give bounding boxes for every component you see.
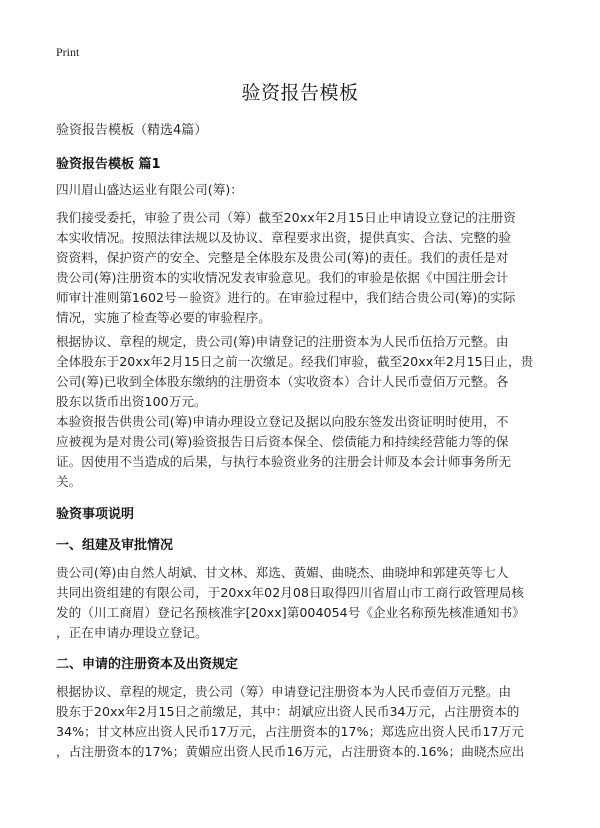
paragraph-line: 关。 — [56, 474, 82, 489]
paragraph-line: 本验资报告供贵公司(筹)申请办理设立登记及据以向股东签发出资证明时使用，不 — [56, 414, 509, 429]
paragraph-line: 情况，实施了检查等必要的审验程序。 — [56, 310, 271, 325]
subsection-1-body — [56, 563, 552, 643]
document-title: 验资报告模板 — [241, 82, 359, 104]
paragraph-2 — [56, 332, 552, 412]
paragraph-line: ，正在申请办理设立登记。 — [56, 625, 208, 640]
subsection-heading-1: 一、组建及审批情况 — [56, 538, 174, 553]
paragraph-line: 根据协议、章程的规定，贵公司（筹）申请登记注册资本为人民币壹佰万元整。由 — [56, 684, 512, 699]
paragraph-line: 发的（川工商眉）登记名预核准字[20xx]第004054号《企业名称预先核准通知书》 — [56, 605, 525, 620]
paragraph-3 — [56, 412, 552, 492]
paragraph-line: 股东于20xx年2月15日之前缴足，其中：胡斌应出资人民币34万元，占注册资本的 — [56, 704, 520, 719]
paragraph-line: 资资料，保护资产的安全、完整是全体股东及贵公司(筹)的责任。我们的责任是对 — [56, 250, 509, 265]
section-title: 验资报告模板 篇1 — [56, 157, 161, 172]
section-heading: 验资事项说明 — [56, 507, 135, 522]
paragraph-1 — [56, 208, 552, 328]
paragraph-line: ，占注册资本的17%；黄媚应出资人民币16万元，占注册资本的.16%；曲晓杰应出 — [56, 744, 525, 759]
paragraph-line: 证。因使用不当造成的后果，与执行本验资业务的注册会计师及本会计师事务所无 — [56, 454, 512, 469]
paragraph-line: 公司(筹)已收到全体股东缴纳的注册资本（实收资本）合计人民币壹佰万元整。各 — [56, 374, 509, 389]
addressee — [56, 180, 552, 200]
paragraph-line: 本实收情况。按照法律法规以及协议、章程要求出资，提供真实、合法、完整的验 — [56, 230, 512, 245]
subsection-2-body — [56, 682, 552, 762]
paragraph-line: 师审计准则第1602号－验资》进行的。在审验过程中，我们结合贵公司(筹)的实际 — [56, 290, 516, 305]
paragraph-line: 贵公司(筹)由自然人胡斌、甘文林、郑选、黄媚、曲晓杰、曲晓坤和郭建英等七人 — [56, 565, 509, 580]
paragraph-line: 全体股东于20xx年2月15日之前一次缴足。经我们审验，截至20xx年2月15日止，贵 — [56, 354, 534, 369]
document-subtitle: 验资报告模板（精选4篇） — [56, 123, 208, 138]
paragraph-line: 贵公司(筹)注册资本的实收情况发表审验意见。我们的审验是依据《中国注册会计 — [56, 270, 509, 285]
paragraph-line: 共同出资组建的有限公司，于20xx年02月08日取得四川省眉山市工商行政管理局核 — [56, 585, 524, 600]
paragraph-line: 根据协议、章程的规定，贵公司(筹)申请登记的注册资本为人民币伍拾万元整。由 — [56, 334, 509, 349]
print-label: Print — [56, 45, 80, 59]
addressee-text: 四川眉山盛达运业有限公司(筹)： — [56, 182, 243, 197]
paragraph-line: 我们接受委托，审验了贵公司（筹）截至20xx年2月15日止申请设立登记的注册资 — [56, 210, 516, 225]
paragraph-line: 股东以货币出资100万元。 — [56, 394, 207, 409]
paragraph-line: 34%；甘文林应出资人民币17万元，占注册资本的17%；郑选应出资人民币17万元 — [56, 724, 524, 739]
subsection-heading-2: 二、申请的注册资本及出资规定 — [56, 657, 239, 672]
paragraph-line: 应被视为是对贵公司(筹)验资报告日后资本保全、偿债能力和持续经营能力等的保 — [56, 434, 509, 449]
